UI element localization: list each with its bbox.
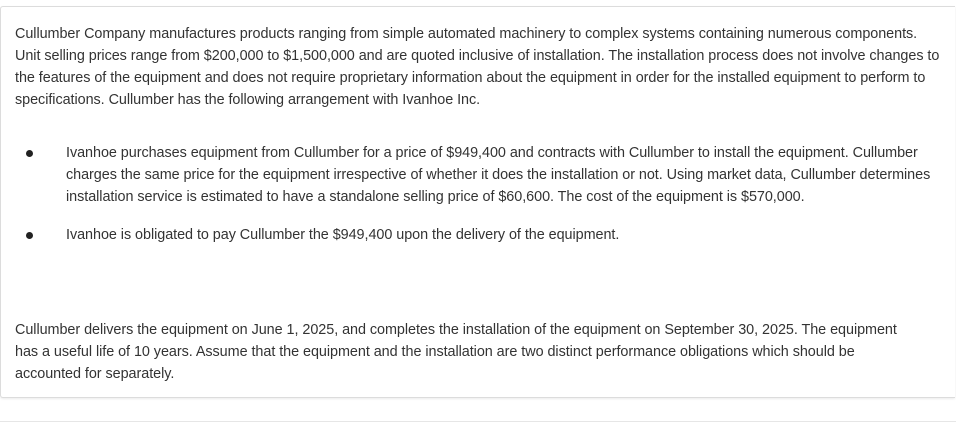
divider [0,421,956,422]
bullet-icon [26,150,33,157]
intro-paragraph: Cullumber Company manufactures products ranging from simple automated machinery to complex systems containing numerous components. Unit selling prices range from $200,000 to $1,500,000 and are quoted inclusive of installation. The installation process does not involve changes to the features of the equipment and does not require proprietary information about the equipment in order for the installed equipment to perform to specifications. Cullumber has the following arrangement with Ivanhoe Inc. [15,26,940,108]
arrangement-list [1,142,956,246]
bullet-icon [26,232,33,239]
problem-card [0,6,955,398]
list-item [1,224,946,246]
list-item [1,142,946,208]
list-item-text: Ivanhoe purchases equipment from Cullumber for a price of $949,400 and contracts with Cullumber to install the equipment. Cullumber charges the same price for the equipment irrespective of whether it does the installation or not. Using market data, Cullumber determines installation service is estimated to have a standalone selling price of $60,600. The cost of the equipment is $570,000. [66,145,931,205]
closing-paragraph: Cullumber delivers the equipment on June 1, 2025, and completes the installation of the equipment on September 30, 2025. The equipment has a useful life of 10 years. Assume that the equipment and the installation are two distinct performance obligations which should be accounted for separately. [15,322,897,382]
list-item-text: Ivanhoe is obligated to pay Cullumber the $949,400 upon the delivery of the equipment. [66,227,620,243]
